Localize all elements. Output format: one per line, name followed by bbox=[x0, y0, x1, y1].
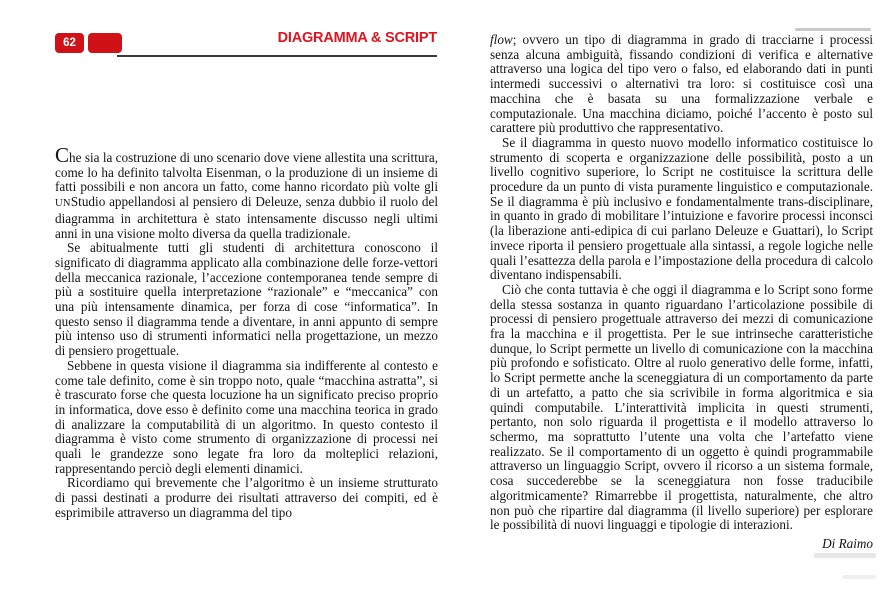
paragraph-text: ; ovvero un tipo di diagramma in grado di tracciarne i processi senza alcuna ambiguità, fissando condizioni di verifica e alternative attraverso una logica del tipo vero o falso, ed elaborando dati in punti intermedi successivi o alternativi tra loro: si costituisce così una macchina che è basata su una formalizzazione verbale e computazionale. Una macchina diciamo, poiché l’accento è posto sul carattere più produttivo che rappresentativo. bbox=[490, 32, 873, 136]
paragraph: Se il diagramma in questo nuovo modello informatico costituisce lo strumento di scoperta e organizzazione delle possibilità, posto a un livello cognitivo superiore, lo Script ne costituisce la scrittura delle procedure da un punto di vista puramente linguistico e computazionale. Se il diagramma è più inclusivo e fondamentalmente trans-disciplinare, in quanto in grado di mobilitare l’intuizione e favorire processi inconsci (la liberazione anti-edipica di cui parlano Deleuze e Guattari), lo Script invece riporta il pensiero progettuale alla sintassi, a regole logiche nelle quali l’esattezza della parola e l’impostazione della procedura di calcolo diventano indispensabili. bbox=[490, 134, 873, 283]
scan-artifact bbox=[795, 28, 871, 31]
header-red-tab bbox=[88, 33, 122, 53]
page-number-badge bbox=[55, 33, 84, 53]
right-page-text bbox=[490, 33, 873, 552]
left-page-text bbox=[55, 143, 438, 521]
paragraph: Ricordiamo qui brevemente che l’algoritmo è un insieme strutturato di passi destinati a produrre dei risultati attraverso dei compiti, ed è esprimibile attraverso un diagramma del tipo bbox=[55, 475, 438, 520]
scan-artifact bbox=[814, 553, 876, 558]
paragraph: Se abitualmente tutti gli studenti di architettura conoscono il significato di diagramma applicato alla combinazione delle forze-vettori della meccanica razionale, l’accezione contemporanea tende sempre di più a sostituire quella interpretazione “razionale” e “meccanica” con una più intensamente dinamica, per forza di cose “informatica”. In questo senso il diagramma tende a diventare, in anni appunto di sempre più intenso uso di strumenti informatici nella progettazione, un mezzo di pensiero progettuale. bbox=[55, 240, 438, 359]
chapter-title: DIAGRAMMA & SCRIPT bbox=[277, 30, 437, 46]
paragraph: Ciò che conta tuttavia è che oggi il diagramma e lo Script sono forme della stessa sostanza in quanto riguardano l’articolazione possibile di processi di pensiero progettuale attraverso dei mezzi di comunicazione fra la macchina e il progettista. Per le sue intrinseche caratteristiche dunque, lo Script permette un livello di comunicazione con la macchina più profondo e sofisticato. Oltre al ruolo generativo delle forme, infatti, lo Script permette anche la sceneggiatura di un comportamento da parte di un artefatto, a patto che sia scrivibile in forma algoritmica e sia quindi computabile. L’interattività implicita in questi strumenti, pertanto, non solo riguarda il progettista e il modello attraverso lo schermo, ma soprattutto l’utente una volta che l’artefatto viene realizzato. Se il comportamento di un oggetto è quindi programmabile attraverso un linguaggio Script, ovvero il ricorso a un sistema formale, cosa succederebbe se la sceneggiatura non fosse traducibile algoritmicamente? Rimarrebbe il progettista, naturalmente, che altro non può che ripartire dal diagramma (il livello superiore) per esplorare le possibilità di nuovi linguaggi e tipologie di interazioni. bbox=[490, 281, 873, 533]
flow-italic-word: flow bbox=[490, 32, 513, 47]
paragraph-text: Studio appellandosi al pensiero di Deleuze, senza dubbio il ruolo del diagramma in architettura è stato intensamente discusso negli ultimi anni in una visione molto diversa da quella tradizionale. bbox=[55, 194, 438, 241]
page-number: 62 bbox=[63, 37, 76, 49]
header-rule bbox=[117, 55, 437, 57]
author-signature: Di Raimo bbox=[822, 535, 873, 551]
drop-cap: C bbox=[55, 143, 70, 167]
paragraph: Sebbene in questa visione il diagramma sia indifferente al contesto e come tale definito, come è sin troppo noto, quale “macchina astratta”, si è trascurato forse che questa locuzione ha un significato preciso proprio in informatica, dove esso è definito come una macchina teorica in grado di analizzare la computabilità di un algoritmo. In questo contesto il diagramma è visto come strumento di organizzazione di processi nei quali le grandezze sono legate fra loro da molteplici relazioni, rappresentando perciò degli elementi dinamici. bbox=[55, 357, 438, 476]
scan-artifact bbox=[842, 575, 876, 579]
paragraph-text: he sia la costruzione di uno scenario dove viene allestita una scrittura, come lo ha definito talvolta Eisenman, o la produzione di un insieme di fatti possibili e non ancora un fatto, come hanno ricordato più volte gli bbox=[55, 150, 438, 195]
paragraph-opening bbox=[55, 143, 438, 241]
paragraph-continuation bbox=[490, 33, 873, 136]
unstudio-smallcaps: UN bbox=[55, 198, 71, 210]
